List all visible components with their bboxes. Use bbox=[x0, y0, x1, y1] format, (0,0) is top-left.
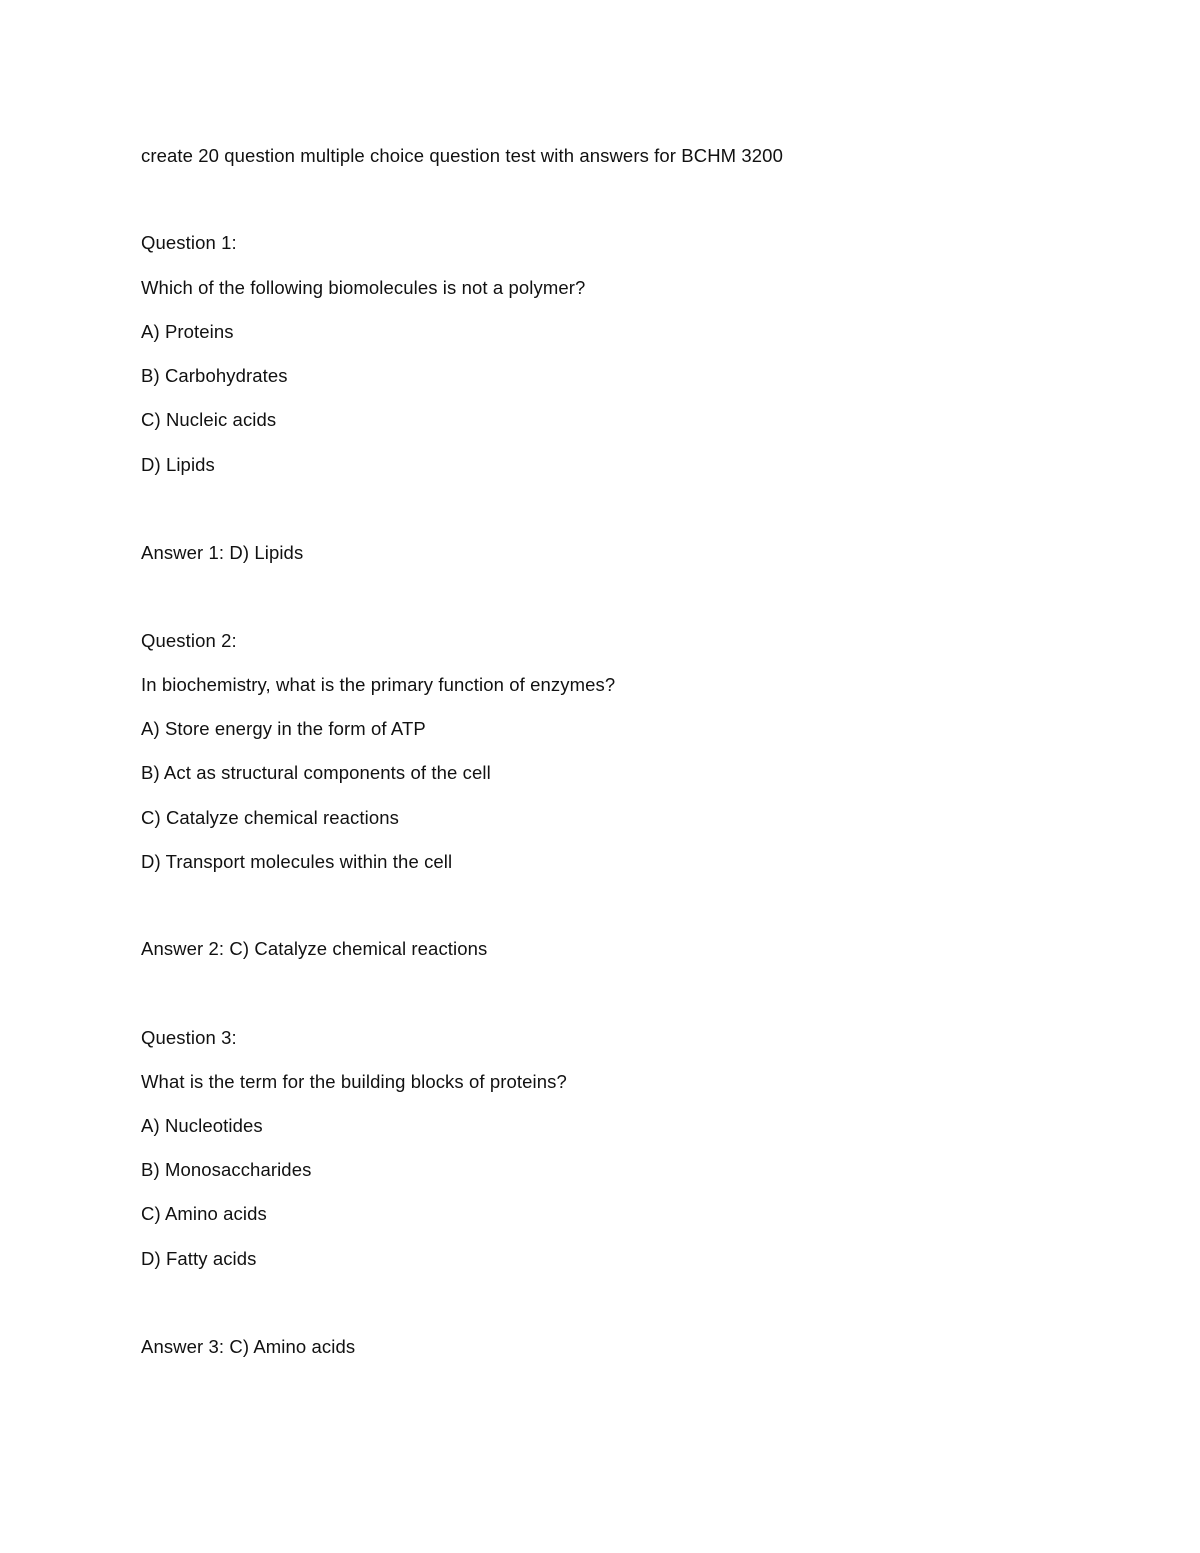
question-prompt: In biochemistry, what is the primary function of enzymes? bbox=[141, 674, 616, 695]
answer-option: A) Nucleotides bbox=[141, 1115, 263, 1136]
question-prompt: Which of the following biomolecules is not a polymer? bbox=[141, 277, 586, 298]
answer-option: D) Fatty acids bbox=[141, 1248, 257, 1269]
answer-option: C) Catalyze chemical reactions bbox=[141, 807, 399, 828]
answer-option: A) Proteins bbox=[141, 321, 234, 342]
question-prompt: What is the term for the building blocks of proteins? bbox=[141, 1071, 567, 1092]
answer-line: Answer 2: C) Catalyze chemical reactions bbox=[141, 938, 488, 959]
answer-option: A) Store energy in the form of ATP bbox=[141, 718, 426, 739]
question-heading: Question 2: bbox=[141, 630, 237, 651]
question-heading: Question 3: bbox=[141, 1027, 237, 1048]
answer-option: B) Act as structural components of the cell bbox=[141, 762, 491, 783]
answer-line: Answer 3: C) Amino acids bbox=[141, 1336, 356, 1357]
question-heading: Question 1: bbox=[141, 232, 237, 253]
answer-option: D) Transport molecules within the cell bbox=[141, 851, 453, 872]
answer-option: C) Amino acids bbox=[141, 1203, 267, 1224]
answer-line: Answer 1: D) Lipids bbox=[141, 542, 304, 563]
document-intro: create 20 question multiple choice question test with answers for BCHM 3200 bbox=[141, 145, 783, 166]
answer-option: B) Carbohydrates bbox=[141, 365, 288, 386]
answer-option: D) Lipids bbox=[141, 454, 215, 475]
answer-option: B) Monosaccharides bbox=[141, 1159, 312, 1180]
answer-option: C) Nucleic acids bbox=[141, 409, 277, 430]
